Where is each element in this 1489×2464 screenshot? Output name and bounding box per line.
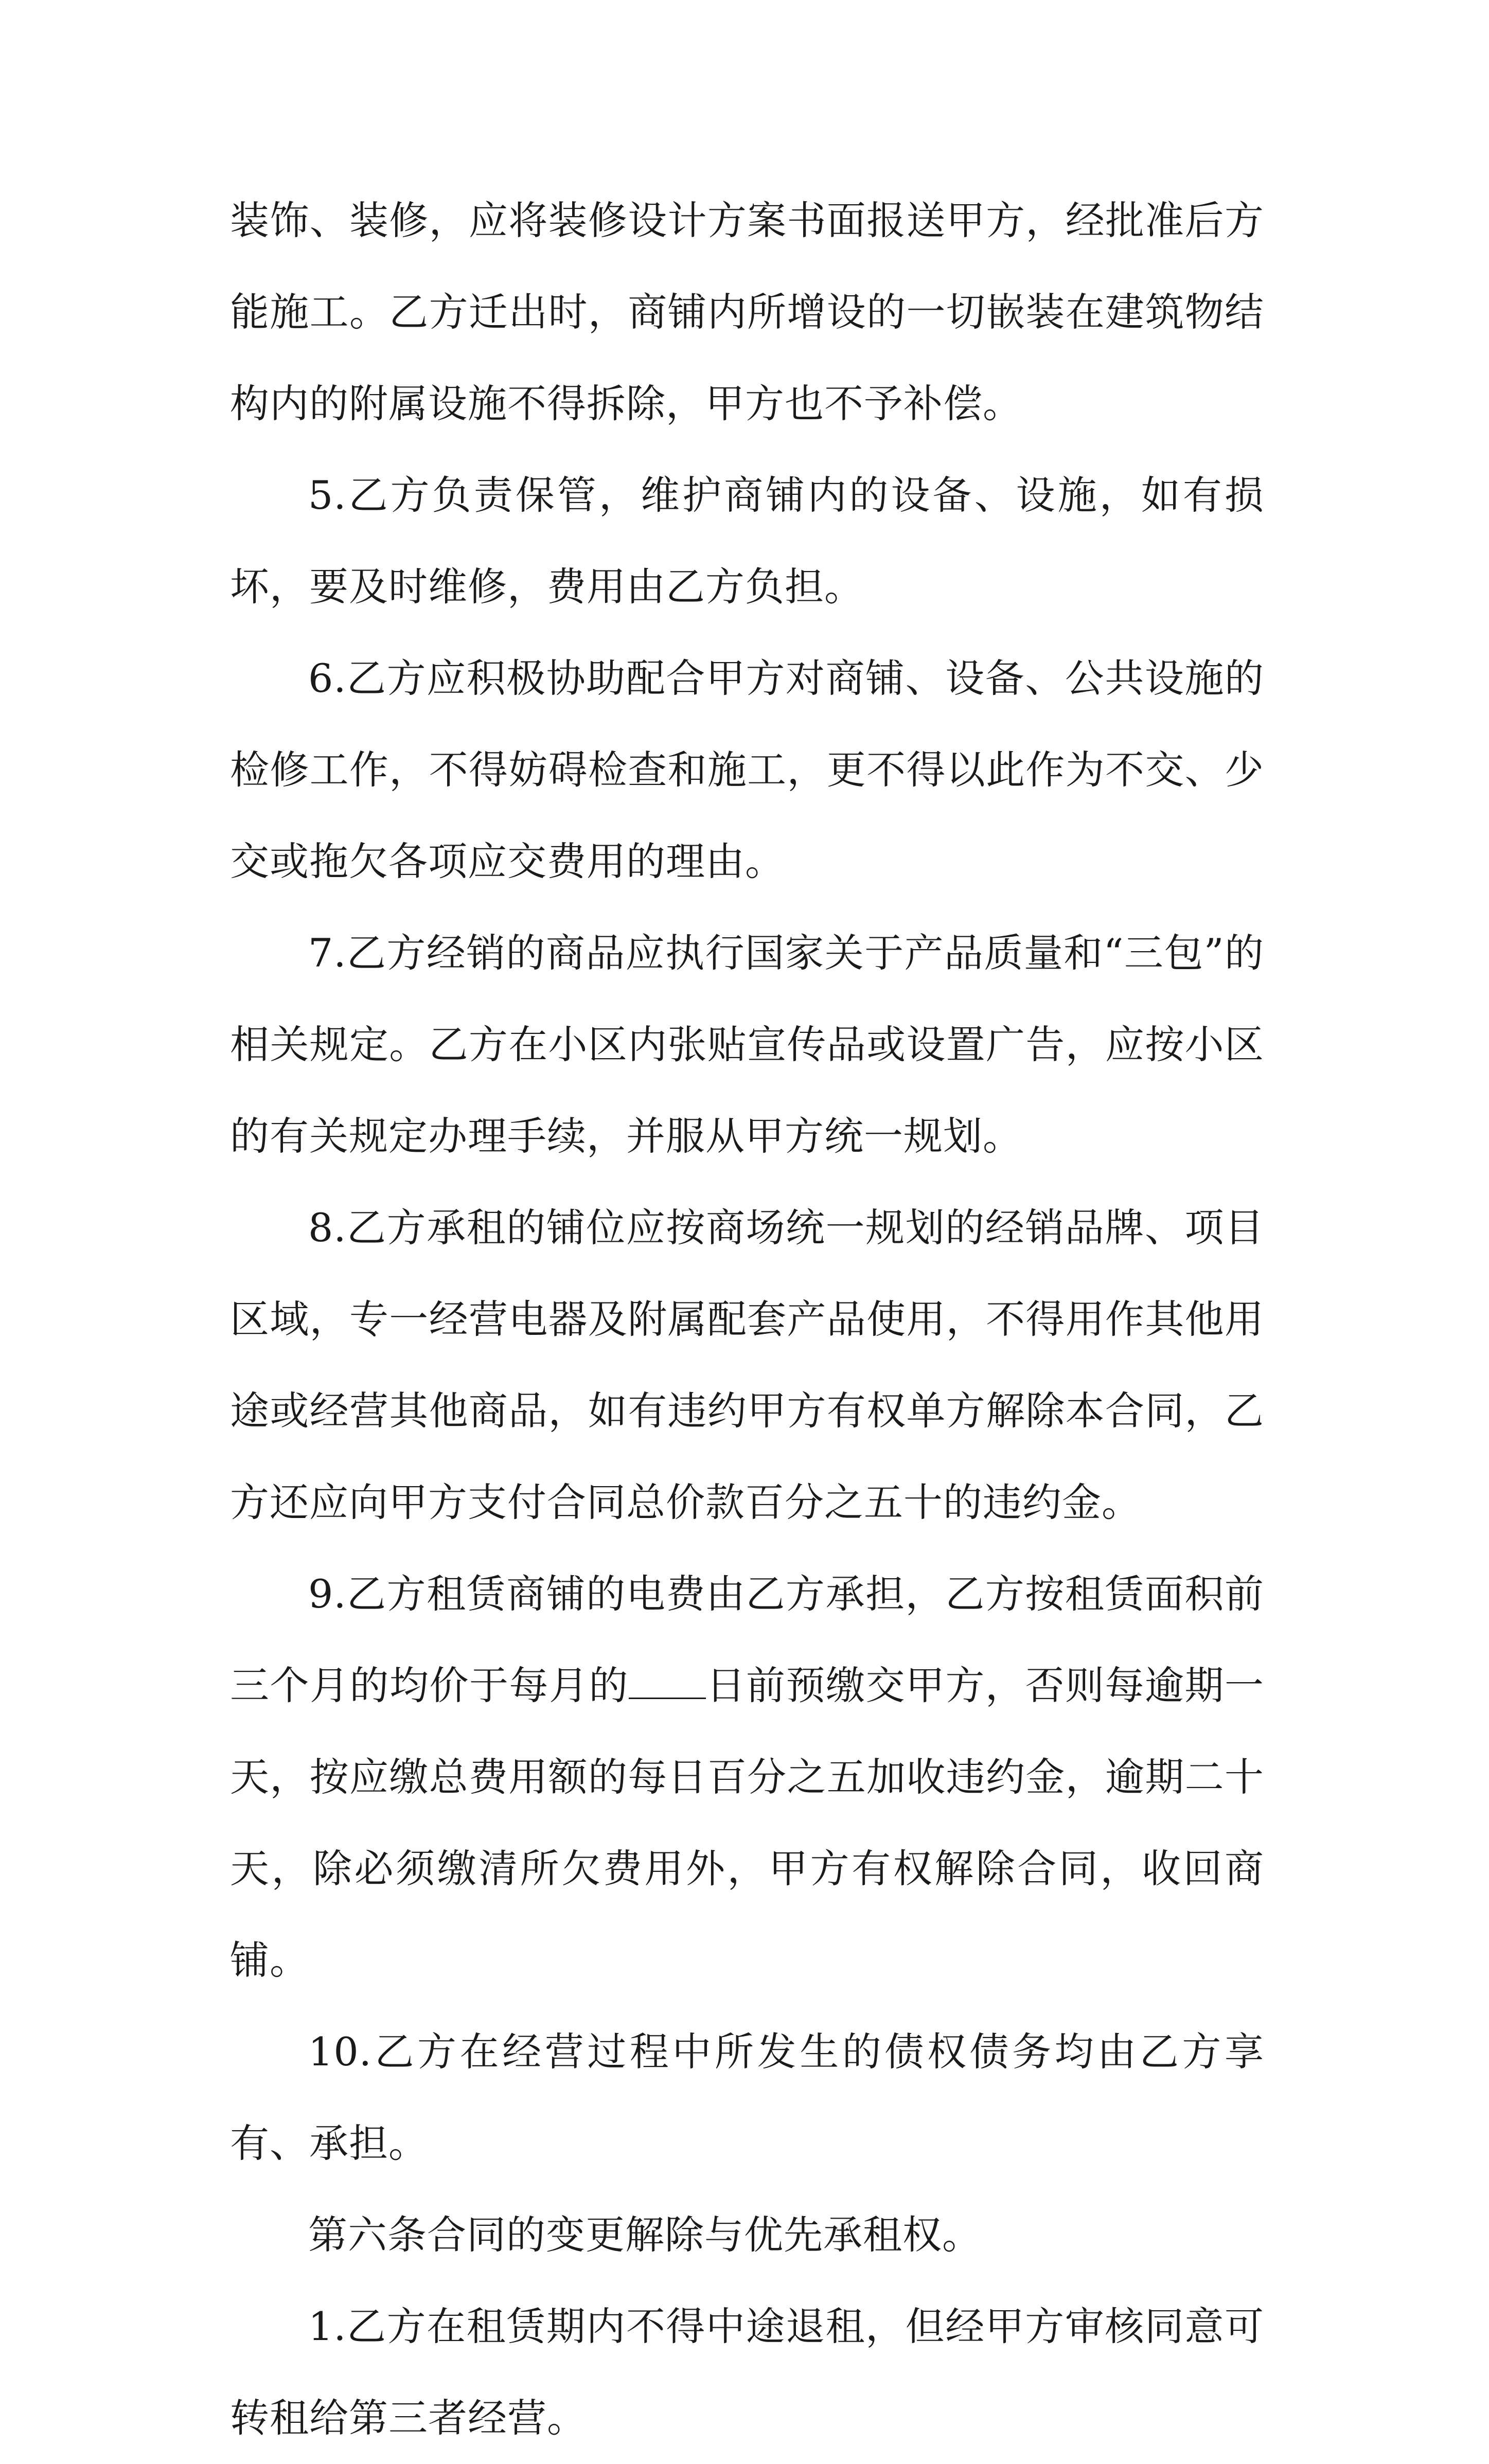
clause-9-text-after: 日前预缴交甲方，否则每逾期一天，按应缴总费用额的每日百分之五加收违约金，逾期二十天，除必须缴清所欠费用外，甲方有权解除合同，收回商铺。: [230, 1663, 1264, 1983]
paragraph-clause-9: [230, 1548, 1264, 2006]
paragraph-clause-10: 10.乙方在经营过程中所发生的债权债务均由乙方享有、承担。: [230, 2029, 1264, 2166]
paragraph-article-6-clause-1: 1.乙方在租赁期内不得中途退租，但经甲方审核同意可转租给第三者经营。: [230, 2304, 1264, 2441]
paragraph-continuation: 装饰、装修，应将装修设计方案书面报送甲方，经批准后方能施工。乙方迁出时，商铺内所增设的一切嵌装在建筑物结构内的附属设施不得拆除，甲方也不予补偿。: [230, 198, 1264, 426]
document-body: [230, 175, 1264, 2464]
paragraph-clause-5: 5.乙方负责保管，维护商铺内的设备、设施，如有损坏，要及时维修，费用由乙方负担。: [230, 472, 1264, 610]
section-heading-article-6: 第六条合同的变更解除与优先承租权。: [308, 2212, 982, 2258]
paragraph-clause-6: 6.乙方应积极协助配合甲方对商铺、设备、公共设施的检修工作，不得妨碍检查和施工，更不得以此作为不交、少交或拖欠各项应交费用的理由。: [230, 655, 1264, 884]
fill-in-blank: [629, 1667, 706, 1699]
paragraph-clause-7: 7.乙方经销的商品应执行国家关于产品质量和“三包”的相关规定。乙方在小区内张贴宣传品或设置广告，应按小区的有关规定办理手续，并服从甲方统一规划。: [230, 930, 1264, 1159]
paragraph-clause-8: 8.乙方承租的铺位应按商场统一规划的经销品牌、项目区域，专一经营电器及附属配套产品使用，不得用作其他用途或经营其他商品，如有违约甲方有权单方解除本合同，乙方还应向甲方支付合同总价款百分之五十的违约金。: [230, 1205, 1264, 1525]
clause-9-text-before: 9.乙方租赁商铺的电费由乙方承担，乙方按租赁面积前三个月的均价于每月的: [230, 1571, 1264, 1708]
